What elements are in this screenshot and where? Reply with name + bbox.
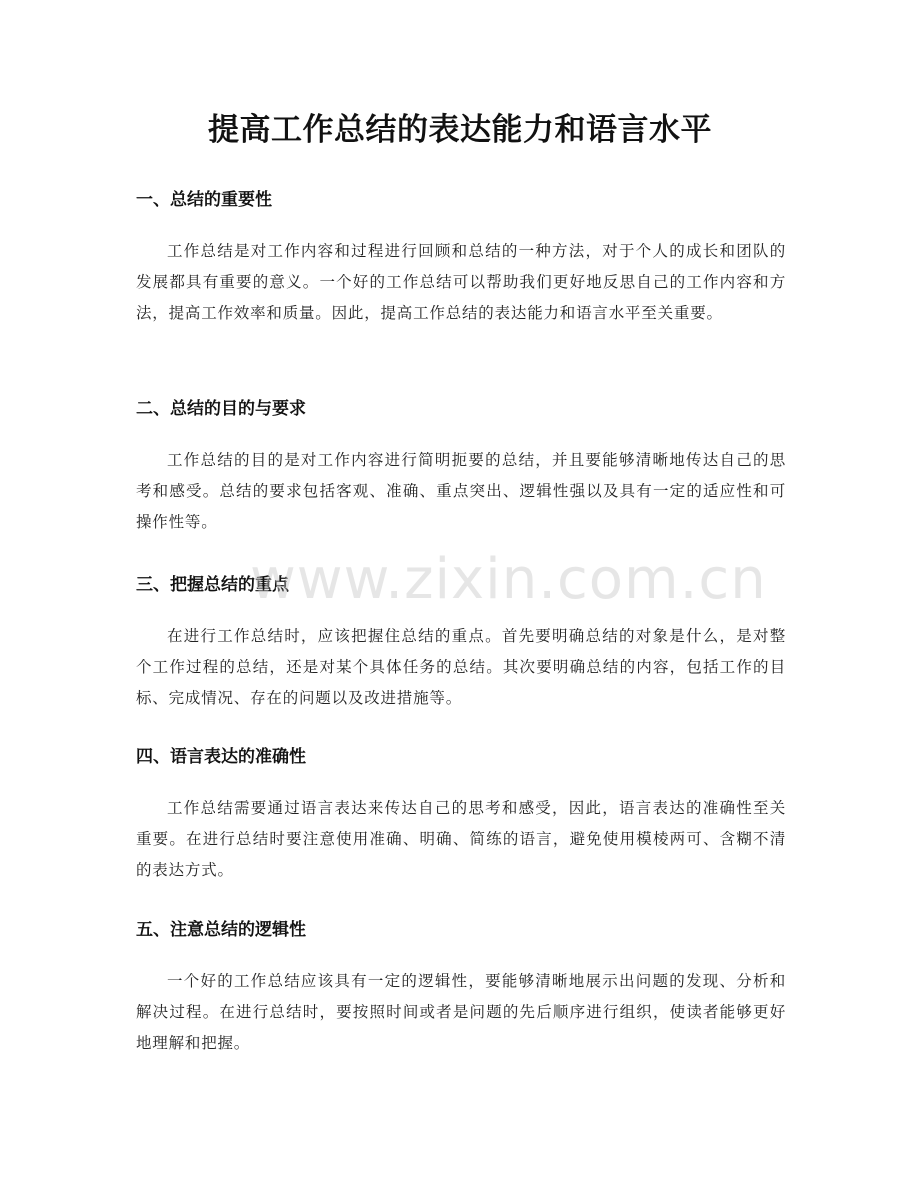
- section-importance: [136, 188, 786, 329]
- section-purpose: [136, 397, 786, 538]
- section-heading: 四、语言表达的准确性: [136, 747, 306, 767]
- section-paragraph: 一个好的工作总结应该具有一定的逻辑性，要能够清晰地展示出问题的发现、分析和解决过程。在进行总结时，要按照时间或者是问题的先后顺序进行组织，使读者能够更好地理解和把握。: [136, 972, 786, 1052]
- section-heading: 三、把握总结的重点: [136, 575, 289, 595]
- section-logic: [136, 918, 786, 1059]
- section-key-points: [136, 573, 786, 714]
- section-paragraph: 在进行工作总结时，应该把握住总结的重点。首先要明确总结的对象是什么，是对整个工作过程的总结，还是对某个具体任务的总结。其次要明确总结的内容，包括工作的目标、完成情况、存在的问题以及改进措施等。: [136, 627, 786, 707]
- section-accuracy: [136, 745, 786, 886]
- section-heading: 二、总结的目的与要求: [136, 399, 306, 419]
- section-heading: 一、总结的重要性: [136, 190, 272, 210]
- section-paragraph: 工作总结是对工作内容和过程进行回顾和总结的一种方法，对于个人的成长和团队的发展都具有重要的意义。一个好的工作总结可以帮助我们更好地反思自己的工作内容和方法，提高工作效率和质量。因此，提高工作总结的表达能力和语言水平至关重要。: [136, 242, 786, 322]
- section-paragraph: 工作总结的目的是对工作内容进行简明扼要的总结，并且要能够清晰地传达自己的思考和感受。总结的要求包括客观、准确、重点突出、逻辑性强以及具有一定的适应性和可操作性等。: [136, 451, 786, 531]
- section-heading: 五、注意总结的逻辑性: [136, 920, 306, 940]
- watermark-text: www.zixin.com.cn: [250, 547, 767, 612]
- document-title: 提高工作总结的表达能力和语言水平: [208, 112, 712, 148]
- section-paragraph: 工作总结需要通过语言表达来传达自己的思考和感受，因此，语言表达的准确性至关重要。在进行总结时要注意使用准确、明确、简练的语言，避免使用模棱两可、含糊不清的表达方式。: [136, 799, 786, 879]
